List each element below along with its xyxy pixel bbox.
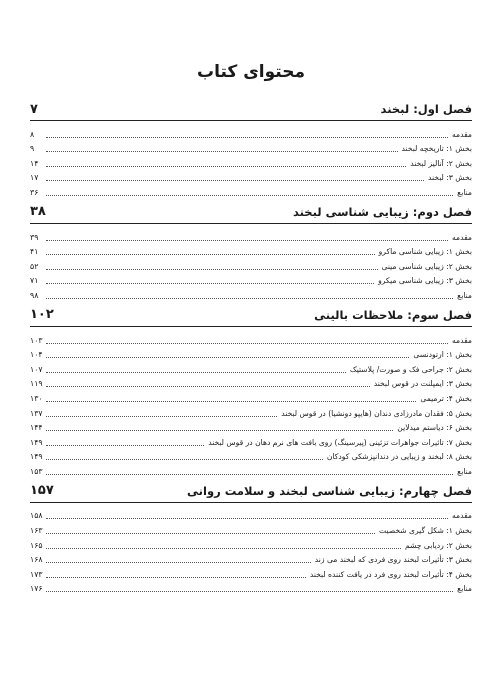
dot-leader [46, 458, 323, 460]
dot-leader [46, 165, 406, 167]
entry-page-number: ۱۵۳ [30, 466, 43, 476]
entry-page-number: ۱۴۴ [30, 423, 43, 433]
entry-page-number: ۱۶۵ [30, 540, 43, 550]
entry-title: بخش ۶: دیاستم میدلاین [397, 423, 472, 433]
entry-page-number: ۱۷۳ [30, 569, 43, 579]
dot-leader [46, 179, 424, 181]
entry-page-number: ۱۴۹ [30, 452, 43, 462]
chapter-heading[interactable] [30, 201, 472, 223]
toc-entry[interactable] [30, 140, 472, 155]
entry-title: بخش ۱: ارتودنسی [413, 350, 472, 360]
chapter-section [30, 304, 472, 477]
dot-leader [46, 253, 375, 255]
entry-title: بخش ۲: زیبایی شناسی مینی [381, 261, 472, 271]
dot-leader [46, 429, 393, 431]
entry-title: بخش ۴: تأثیرات لبخند روی فرد در یافت کننده لبخند [309, 569, 472, 579]
entry-title: مقدمه [451, 129, 472, 139]
toc-entry[interactable] [30, 536, 472, 551]
entry-page-number: ۱۶۸ [30, 555, 43, 565]
entry-title: مقدمه [451, 335, 472, 345]
entry-title: بخش ۵: فقدان مادرزادی دندان (هایپو دونشیا) در قوس لبخند [281, 408, 472, 418]
toc-entry[interactable] [30, 462, 472, 477]
dot-leader [46, 282, 374, 284]
toc-entry[interactable] [30, 389, 472, 404]
entry-title: منابع [457, 290, 472, 300]
entry-page-number: ۳۹ [30, 232, 39, 242]
dot-leader [46, 239, 448, 241]
toc-entry[interactable] [30, 360, 472, 375]
entry-page-number: ۴۱ [30, 247, 39, 257]
chapter-rule [30, 223, 472, 224]
entry-page-number: ۱۴۹ [30, 437, 43, 447]
dot-leader [46, 561, 311, 563]
entry-page-number: ۹۸ [30, 290, 39, 300]
entry-title: بخش ۱: شکل گیری شخصیت [379, 526, 472, 536]
toc-entry[interactable] [30, 169, 472, 184]
chapter-title: فصل سوم: ملاحظات بالینی [314, 307, 472, 322]
dot-leader [46, 342, 448, 344]
toc-entry[interactable] [30, 125, 472, 140]
toc-entry[interactable] [30, 580, 472, 595]
chapter-page-number: ۱۵۷ [30, 483, 54, 499]
toc-entry[interactable] [30, 521, 472, 536]
toc-entry[interactable] [30, 565, 472, 580]
dot-leader [46, 136, 448, 138]
entry-page-number: ۷۱ [30, 276, 39, 286]
toc-entry[interactable] [30, 375, 472, 390]
dot-leader [46, 371, 346, 373]
chapter-section [30, 480, 472, 595]
toc-entry[interactable] [30, 404, 472, 419]
dot-leader [46, 473, 453, 475]
dot-leader [46, 150, 398, 152]
entry-title: بخش ۲: آنالیز لبخند [410, 158, 472, 168]
entry-page-number: ۱۳۰ [30, 393, 43, 403]
entry-page-number: ۱۵۸ [30, 511, 43, 521]
toc-entry[interactable] [30, 433, 472, 448]
toc-entry[interactable] [30, 419, 472, 434]
entry-page-number: ۱۳۷ [30, 408, 43, 418]
dot-leader [46, 444, 204, 446]
toc-entry[interactable] [30, 243, 472, 258]
entry-page-number: ۹ [30, 144, 35, 154]
dot-leader [46, 415, 277, 417]
entry-title: بخش ۳: ایمپلنت در قوس لبخند [373, 379, 472, 389]
dot-leader [46, 590, 453, 592]
toc-entry[interactable] [30, 286, 472, 301]
entry-page-number: ۱۰۴ [30, 350, 43, 360]
entry-page-number: ۱۷ [30, 173, 39, 183]
entry-page-number: ۳۶ [30, 187, 39, 197]
entry-page-number: ۱۰۳ [30, 335, 43, 345]
toc-entry[interactable] [30, 346, 472, 361]
chapter-rule [30, 502, 472, 503]
entry-page-number: ۱۴ [30, 158, 39, 168]
toc-entry[interactable] [30, 154, 472, 169]
chapter-section [30, 201, 472, 301]
chapter-rule [30, 120, 472, 121]
dot-leader [46, 576, 306, 578]
chapter-page-number: ۷ [30, 101, 38, 117]
dot-leader [46, 517, 448, 519]
entry-title: منابع [457, 187, 472, 197]
toc-entry[interactable] [30, 448, 472, 463]
dot-leader [46, 400, 416, 402]
dot-leader [46, 532, 375, 534]
entry-title: بخش ۳: زیبایی شناسی میکرو [378, 276, 472, 286]
chapter-heading[interactable] [30, 98, 472, 120]
entry-title: بخش ۳: لبخند [428, 173, 472, 183]
entry-title: بخش ۸: لبخند و زیبایی در دندانپزشکی کودکان [326, 452, 472, 462]
entry-title: بخش ۲: جراحی فک و صورت/ پلاستیک [349, 364, 472, 374]
entry-title: مقدمه [451, 232, 472, 242]
dot-leader [46, 297, 453, 299]
toc-entry[interactable] [30, 228, 472, 243]
entry-title: بخش ۱: زیبایی شناسی ماکرو [378, 247, 472, 257]
chapter-title: فصل دوم: زیبایی شناسی لبخند [292, 204, 472, 219]
entry-title: منابع [457, 584, 472, 594]
chapter-page-number: ۳۸ [30, 204, 46, 220]
entry-page-number: ۱۱۹ [30, 379, 43, 389]
toc-entry[interactable] [30, 551, 472, 566]
chapter-title: فصل چهارم: زیبایی شناسی لبخند و سلامت روانی [187, 483, 472, 498]
chapter-heading[interactable] [30, 480, 472, 502]
chapter-section [30, 98, 472, 198]
entry-title: بخش ۲: ردیابی چشم [404, 540, 472, 550]
toc-entry[interactable] [30, 331, 472, 346]
toc-entry[interactable] [30, 507, 472, 522]
toc-entry[interactable] [30, 183, 472, 198]
entry-title: بخش ۴: ترمیمی [420, 393, 472, 403]
entry-page-number: ۱۷۶ [30, 584, 43, 594]
entry-page-number: ۱۰۷ [30, 364, 43, 374]
dot-leader [46, 356, 409, 358]
entry-title: بخش ۷: تاثیرات جواهرات تزئینی (پیرسینگ) روی بافت های نرم دهان در قوس لبخند [208, 437, 472, 447]
toc-list [30, 98, 472, 594]
entry-title: مقدمه [451, 511, 472, 521]
entry-page-number: ۸ [30, 129, 35, 139]
chapter-rule [30, 326, 472, 327]
entry-page-number: ۱۶۳ [30, 526, 43, 536]
chapter-page-number: ۱۰۲ [30, 307, 54, 323]
entry-page-number: ۵۲ [30, 261, 39, 271]
page-title: محتوای کتاب [197, 62, 305, 82]
toc-entry[interactable] [30, 257, 472, 272]
dot-leader [46, 385, 370, 387]
entry-title: بخش ۳: تأثیرات لبخند روی فردی که لبخند می زند [314, 555, 472, 565]
dot-leader [46, 194, 453, 196]
dot-leader [46, 547, 401, 549]
chapter-heading[interactable] [30, 304, 472, 326]
dot-leader [46, 268, 378, 270]
entry-title: منابع [457, 466, 472, 476]
entry-title: بخش ۱: تاریخچه لبخند [401, 144, 472, 154]
toc-entry[interactable] [30, 272, 472, 287]
chapter-title: فصل اول: لبخند [380, 102, 472, 116]
